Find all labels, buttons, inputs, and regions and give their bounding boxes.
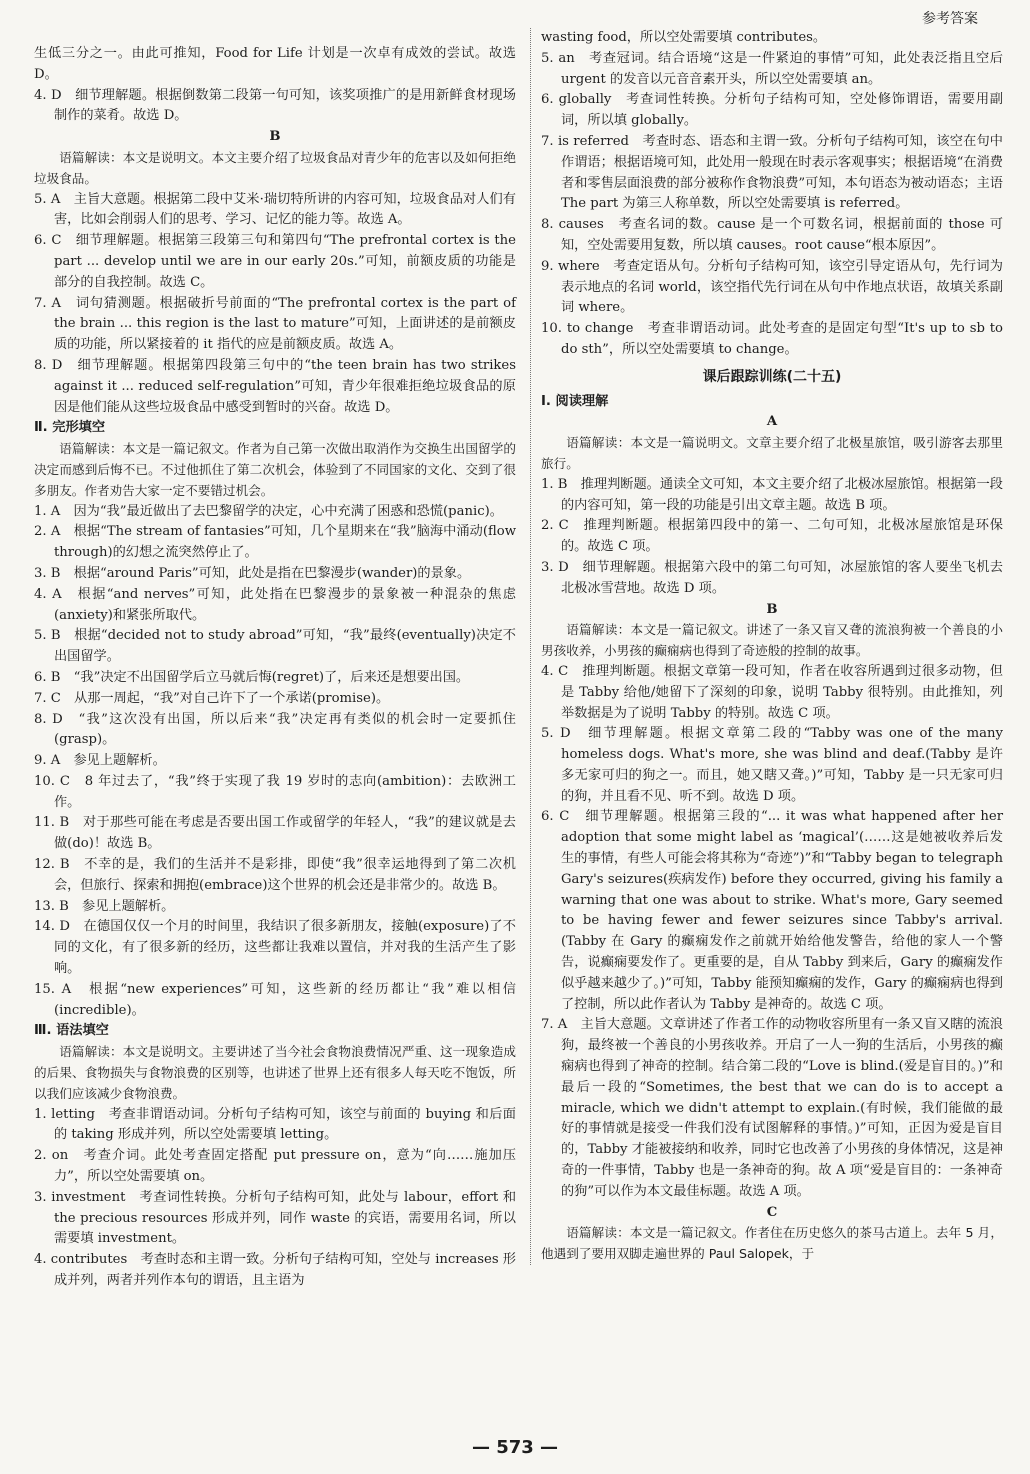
answer-item: 5. an 考查冠词。结合语境“这是一件紧迫的事情”可知，此处表泛指且空后 urgent 的发音以元音音素开头，所以空处需要填 an。: [541, 50, 1003, 87]
answer-item: 1. letting 考查非谓语动词。分析句子结构可知，该空与前面的 buying 和后面的 taking 形成并列，所以空处需要填 letting。: [34, 1106, 516, 1143]
answer-item: 8. D 细节理解题。根据第四段第三句中的“the teen brain has two strikes against it ... reduced self-regulation”可知，青少年很难拒绝垃圾食品的原因是他们能从这些垃圾食品中感受到暂时的兴奋。故选 D。: [34, 357, 516, 415]
passage-guide: 语篇解读：本文是说明文。本文主要介绍了垃圾食品对青少年的危害以及如何拒绝垃圾食品。: [34, 149, 516, 186]
answer-item: 12. B 不幸的是，我们的生活并不是彩排，即使“我”很幸运地得到了第二次机会，但旅行、探索和拥抱(embrace)这个世界的机会还是非常少的。故选 B。: [34, 857, 516, 893]
answer-item: 5. A 主旨大意题。根据第二段中艾米·瑞切特所讲的内容可知，垃圾食品对人们有害，比如会削弱人们的思考、学习、记忆的能力等。故选 A。: [34, 191, 516, 228]
answer-item: 3. B 根据“around Paris”可知，此处是指在巴黎漫步(wander)的景象。: [34, 565, 471, 581]
answer-item: 9. where 考查定语从句。分析句子结构可知，该空引导定语从句，先行词为表示地点的名词 world，该空指代先行词在从句中作地点状语，故填关系副词 where。: [541, 258, 1003, 316]
left-column: [34, 44, 516, 1292]
answer-item: 5. B 根据“decided not to study abroad”可知，“我”最终(eventually)决定不出国留学。: [34, 628, 516, 665]
answer-item: 15. A 根据“new experiences”可知，这些新的经历都让“我”难以相信(incredible)。: [34, 981, 516, 1018]
answer-item: 7. C 从那一周起，“我”对自己许下了一个承诺(promise)。: [34, 690, 390, 706]
section-letter: B: [766, 601, 778, 617]
answer-item: 7. is referred 考查时态、语态和主谓一致。分析句子结构可知，该空在句中作谓语；根据语境可知，此处用一般现在时表示客观事实；根据语境“在消费者和零售层面浪费的部分被称作食物浪费”可知，本句语态为被动语态；主语 The part 为第三人称单数，所以空处需要填 is referred。: [541, 133, 1003, 212]
answer-item: 2. C 推理判断题。根据第四段中的第一、二句可知，北极冰屋旅馆是环保的。故选 C 项。: [541, 518, 1003, 555]
answer-item: 13. B 参见上题解析。: [34, 898, 175, 914]
answer-item: 4. contributes 考查时态和主谓一致。分析句子结构可知，空处与 increases 形成并列，两者并列作本句的谓语，且主语为: [34, 1252, 516, 1289]
section-heading: Ⅲ. 语法填空: [34, 1023, 109, 1039]
answer-item: 10. to change 考查非谓语动词。此处考查的是固定句型“It's up to sb to do sth”，所以空处需要填 to change。: [541, 321, 1003, 357]
answer-item: 7. A 词句猜测题。根据破折号前面的“The prefrontal cortex is the part of the brain ... this region is the last to mature”可知，上面讲述的是前额皮质的功能，所以紧接着的 it 指代的应是前额皮质。故选 A。: [34, 295, 516, 353]
page-header-label: 参考答案: [922, 11, 978, 27]
answer-item: 6. B “我”决定不出国留学后立马就后悔(regret)了，后来还是想要出国。: [34, 669, 470, 685]
answer-item: 14. D 在德国仅仅一个月的时间里，我结识了很多新朋友，接触(exposure)了不同的文化，有了很多新的经历，这些都让我难以置信，并对我的生活产生了影响。: [34, 919, 516, 977]
paragraph: 生低三分之一。由此可推知，Food for Life 计划是一次卓有成效的尝试。故选 D。: [34, 46, 516, 82]
answer-item: 1. B 推理判断题。通读全文可知，本文主要介绍了北极冰屋旅馆。根据第一段的内容可知，第一段的功能是引出文章主题。故选 B 项。: [541, 476, 1003, 513]
answer-item: 3. D 细节理解题。根据第六段中的第二句可知，冰屋旅馆的客人要坐飞机去北极冰雪营地。故选 D 项。: [541, 559, 1003, 596]
answer-item: 6. globally 考查词性转换。分析句子结构可知，空处修饰谓语，需要用副词，所以填 globally。: [541, 92, 1003, 129]
passage-guide: 语篇解读：本文是一篇记叙文。作者为自己第一次做出取消作为交换生出国留学的决定而感到后悔不已。不过他抓住了第二次机会，体验到了不同国家的文化、交到了很多朋友。作者劝告大家一定不要错过机会。: [34, 441, 516, 498]
answer-item: 6. C 细节理解题。根据第三段的“... it was what happened after her adoption that some might label as ‘magical’(……这是她被收养后发生的事情，有些人可能会将其称为“奇迹”)”和“Tabby began to telegraph Gary's seizures(疾病发作) before they occurred, giving his family a warning that one was about to strike. What's more, Gary seemed to be having fewer and fewer seizures since Tabby's arrival.(Tabby 在 Gary 的癫痫发作之前就开始给他发警告，给他的家人一个警告，说癫痫要发作了。更重要的是，自从 Tabby 到来后，Gary 的癫痫发作似乎越来越少了。)”可知，Tabby 能预知癫痫的发作，Gary 的癫痫病也得到了控制，所以此作者认为 Tabby 是神奇的。故选 C 项。: [541, 809, 1003, 1012]
passage-guide: 语篇解读：本文是一篇记叙文。讲述了一条又盲又聋的流浪狗被一个善良的小男孩收养，小男孩的癫痫病也得到了奇迹般的控制的故事。: [541, 622, 1003, 659]
passage-guide: 语篇解读：本文是一篇记叙文。作者住在历史悠久的茶马古道上。去年 5 月，他遇到了要用双脚走遍世界的 Paul Salopek，于: [541, 1225, 1003, 1262]
section-heading: Ⅱ. 完形填空: [34, 420, 106, 436]
section-letter: A: [766, 414, 778, 430]
answer-item: 6. C 细节理解题。根据第三段第三句和第四句“The prefrontal cortex is the part ... develop until we are in our early 20s.”可知，前额皮质的功能是部分的自我控制。故选 C。: [34, 233, 516, 290]
answer-item: 11. B 对于那些可能在考虑是否要出国工作或留学的年轻人，“我”的建议就是去做(do)！故选 B。: [34, 815, 516, 852]
answer-item: 2. A 根据“The stream of fantasies”可知，几个星期来在“我”脑海中涌动(flow through)的幻想之流突然停止了。: [34, 524, 516, 561]
answer-item: 5. D 细节理解题。根据文章第二段的“Tabby was one of the many homeless dogs. What's more, she was blind and deaf.(Tabby 是许多无家可归的狗之一。而且，她又瞎又聋。)”可知，Tabby 是一只无家可归的狗，并且看不见、听不到。故选 D 项。: [541, 726, 1003, 804]
exercise-title: 课后跟踪训练(二十五): [702, 368, 842, 385]
answer-item: 1. A 因为“我”最近做出了去巴黎留学的决定，心中充满了困惑和恐慌(panic)。: [34, 503, 503, 519]
answer-item: 8. causes 考查名词的数。cause 是一个可数名词，根据前面的 those 可知，空处需要用复数，所以填 causes。root cause“根本原因”。: [541, 217, 1003, 253]
answer-item: 4. D 细节理解题。根据倒数第二段第一句可知，该奖项推广的是用新鲜食材现场制作的菜肴。故选 D。: [34, 87, 516, 124]
section-heading: Ⅰ. 阅读理解: [541, 393, 609, 409]
answer-item: 3. investment 考查词性转换。分析句子结构可知，此处与 labour，effort 和 the precious resources 形成并列，同作 waste 的宾语，需要用名词，所以需要填 investment。: [34, 1189, 516, 1247]
answer-item: 10. C 8 年过去了，“我”终于实现了我 19 岁时的志向(ambition)：去欧洲工作。: [34, 773, 516, 810]
answer-item: 4. A 根据“and nerves”可知，此处指在巴黎漫步的景象被一种混杂的焦虑(anxiety)和紧张所取代。: [34, 586, 516, 623]
answer-item: 7. A 主旨大意题。文章讲述了作者工作的动物收容所里有一条又盲又瞎的流浪狗，最终被一个善良的小男孩收养。开启了一人一狗的生活后，小男孩的癫痫病也得到了神奇的控制。结合第二段的“Love is blind.(爱是盲目的。)”和最后一段的“Sometimes, the best that we can do is to accept a miracle, which we didn't attempt to explain.(有时候，我们能做的最好的事情就是接受一件我们没有试图解释的事情。)”可知，正因为爱是盲目的，Tabby 才能被接纳和收养，同时它也改善了小男孩的身体情况，这是神奇的一件事情，Tabby 也是一条神奇的狗。故 A 项“爱是盲目的：一条神奇的狗”可以作为本文最佳标题。故选 A 项。: [541, 1017, 1003, 1199]
right-column: [530, 28, 1003, 1265]
section-letter: C: [766, 1204, 778, 1220]
answer-item: 2. on 考查介词。此处考查固定搭配 put pressure on，意为“向……施加压力”，所以空处需要填 on。: [34, 1148, 516, 1185]
answer-item: 9. A 参见上题解析。: [34, 753, 166, 769]
passage-guide: 语篇解读：本文是说明文。主要讲述了当今社会食物浪费情况严重、这一现象造成的后果、食物损失与食物浪费的区别等，也讲述了世界上还有很多人每天吃不饱饭，所以我们应该减少食物浪费。: [34, 1044, 516, 1101]
answer-item: 4. C 推理判断题。根据文章第一段可知，作者在收容所遇到过很多动物，但是 Tabby 给他/她留下了深刻的印象，说明 Tabby 很特别。由此推知，列举数据是为了说明 Tabby 的特别。故选 C 项。: [541, 663, 1003, 721]
answer-item: 8. D “我”这次没有出国，所以后来“我”决定再有类似的机会时一定要抓住(grasp)。: [34, 711, 516, 748]
paragraph: wasting food，所以空处需要填 contributes。: [541, 30, 827, 45]
passage-guide: 语篇解读：本文是一篇说明文。文章主要介绍了北极星旅馆，吸引游客去那里旅行。: [541, 435, 1003, 471]
section-letter: B: [269, 129, 281, 145]
page-number: — 573 —: [471, 1437, 559, 1458]
